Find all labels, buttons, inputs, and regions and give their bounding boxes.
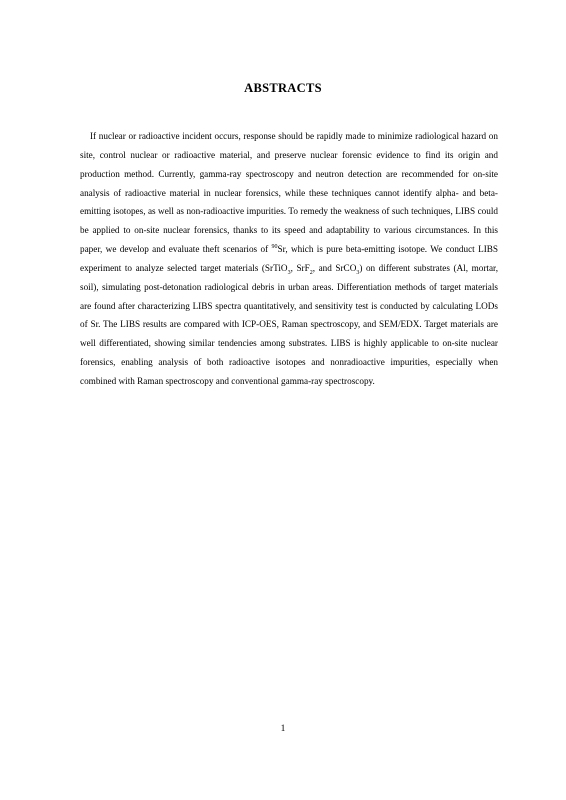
- material-srf2-subscript: 2: [309, 269, 313, 276]
- material-srf2: SrF: [296, 262, 310, 273]
- section-heading: ABSTRACTS: [244, 81, 322, 95]
- page-number: 1: [280, 724, 286, 734]
- abstract-paragraph: [80, 127, 498, 391]
- abstract-text-part-3: ) on different substrates (Al, mortar, soil), simulating post-detonation radiological debris in urban areas. Differentiation methods of target materials are found after characterizing LIBS spectra quantitatively, and sensitivity test is conducted by calculating LODs of Sr. The LIBS results are compared with ICP-OES, Raman spectroscopy, and SEM/EDX. Target materials are well differentiated, showing similar tendencies among substrates. LIBS is highly applicable to on-site nuclear forensics, enabling analysis of both radioactive isotopes and nonradioactive impurities, especially when combined with Raman spectroscopy and conventional gamma-ray spectroscopy.: [80, 262, 499, 386]
- material-srtio3: SrTiO: [264, 262, 288, 273]
- isotope-symbol: Sr: [277, 244, 286, 255]
- abstract-text-part-2: , which is pure beta-emitting isotope. We conduct LIBS experiment to analyze selected target materials (: [80, 244, 498, 273]
- separator: , and: [312, 262, 336, 273]
- isotope-mass-number: 90: [271, 244, 278, 250]
- separator: ,: [290, 262, 297, 273]
- material-srco3: SrCO: [335, 262, 357, 273]
- material-srco3-subscript: 3: [356, 269, 360, 276]
- abstract-text-part-1: If nuclear or radioactive incident occurs, response should be rapidly made to minimize radiological hazard on site, control nuclear or radioactive material, and preserve nuclear forensic evidence to find its origin and production method. Currently, gamma-ray spectroscopy and neutron detection are recommended for on-site analysis of radioactive material in nuclear forensics, while these techniques cannot identify alpha- and beta-emitting isotopes, as well as non-radioactive impurities. To remedy the weakness of such techniques, LIBS could be applied to on-site nuclear forensics, thanks to its speed and adaptability to various circumstances. In this paper, we develop and evaluate theft scenarios of: [80, 131, 498, 255]
- material-srtio3-subscript: 3: [287, 269, 291, 276]
